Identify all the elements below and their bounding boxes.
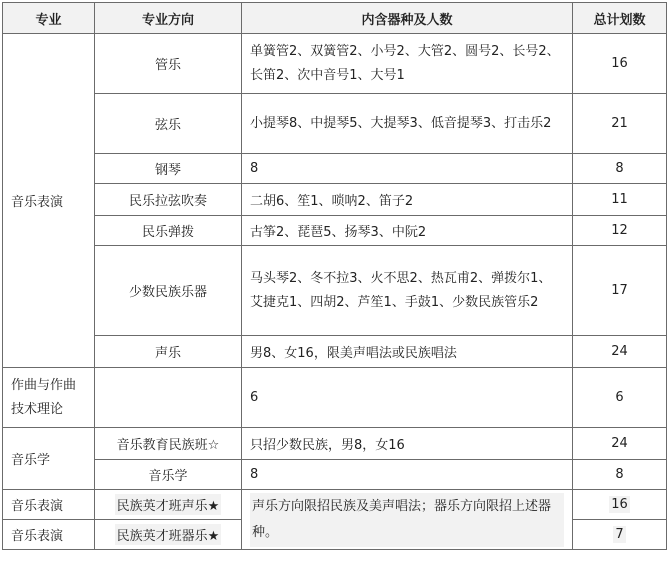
total-cell: 8 <box>573 154 667 184</box>
total-cell: 11 <box>573 184 667 216</box>
table-row <box>3 460 667 490</box>
direction-cell: 钢琴 <box>95 154 242 184</box>
header-major: 专业 <box>3 3 95 34</box>
direction-cell <box>95 490 242 520</box>
major-cell: 音乐表演 <box>3 34 95 368</box>
total-cell: 24 <box>573 336 667 368</box>
table-row <box>3 246 667 336</box>
total-value: 16 <box>611 497 628 512</box>
direction-cell: 管乐 <box>95 34 242 94</box>
direction-cell <box>95 368 242 428</box>
direction-label: 民族英才班声乐★ <box>115 494 222 515</box>
header-content: 内含器种及人数 <box>242 3 573 34</box>
content-cell: 单簧管2、双簧管2、小号2、大管2、圆号2、长号2、长笛2、次中音号1、大号1 <box>242 34 573 94</box>
content-cell: 8 <box>242 154 573 184</box>
content-cell: 小提琴8、中提琴5、大提琴3、低音提琴3、打击乐2 <box>242 94 573 154</box>
table-row <box>3 490 667 520</box>
table-row <box>3 94 667 154</box>
major-cell: 音乐表演 <box>3 490 95 520</box>
direction-cell: 少数民族乐器 <box>95 246 242 336</box>
table-row <box>3 34 667 94</box>
direction-cell: 音乐学 <box>95 460 242 490</box>
header-row <box>3 3 667 34</box>
total-value: 7 <box>615 527 624 542</box>
content-cell: 古筝2、琵琶5、扬琴3、中阮2 <box>242 216 573 246</box>
total-cell: 21 <box>573 94 667 154</box>
total-cell: 8 <box>573 460 667 490</box>
direction-cell <box>95 520 242 550</box>
content-cell: 二胡6、笙1、唢呐2、笛子2 <box>242 184 573 216</box>
table-row <box>3 428 667 460</box>
table-row <box>3 368 667 428</box>
content-cell: 马头琴2、冬不拉3、火不思2、热瓦甫2、弹拨尔1、艾捷克1、四胡2、芦笙1、手鼓1、少数民族管乐2 <box>242 246 573 336</box>
table-row <box>3 336 667 368</box>
content-cell: 6 <box>242 368 573 428</box>
direction-label: 民族英才班器乐★ <box>115 524 222 545</box>
major-cell: 音乐学 <box>3 428 95 490</box>
table-row <box>3 216 667 246</box>
major-cell: 作曲与作曲技术理论 <box>3 368 95 428</box>
direction-cell: 民乐拉弦吹奏 <box>95 184 242 216</box>
direction-cell: 民乐弹拨 <box>95 216 242 246</box>
content-cell: 男8、女16，限美声唱法或民族唱法 <box>242 336 573 368</box>
total-cell: 16 <box>573 34 667 94</box>
enrollment-plan-table <box>2 2 667 550</box>
total-cell: 17 <box>573 246 667 336</box>
total-cell: 6 <box>573 368 667 428</box>
total-cell: 12 <box>573 216 667 246</box>
direction-cell: 弦乐 <box>95 94 242 154</box>
content-cell: 只招少数民族，男8，女16 <box>242 428 573 460</box>
header-total: 总计划数 <box>573 3 667 34</box>
total-cell <box>573 520 667 550</box>
total-cell: 24 <box>573 428 667 460</box>
direction-cell: 声乐 <box>95 336 242 368</box>
content-cell <box>242 490 573 550</box>
shared-content-text: 声乐方向限招民族及美声唱法；器乐方向限招上述器种。 <box>250 493 564 547</box>
content-cell: 8 <box>242 460 573 490</box>
header-direction: 专业方向 <box>95 3 242 34</box>
table-row <box>3 154 667 184</box>
table-row <box>3 184 667 216</box>
total-cell <box>573 490 667 520</box>
major-cell: 音乐表演 <box>3 520 95 550</box>
direction-cell: 音乐教育民族班☆ <box>95 428 242 460</box>
